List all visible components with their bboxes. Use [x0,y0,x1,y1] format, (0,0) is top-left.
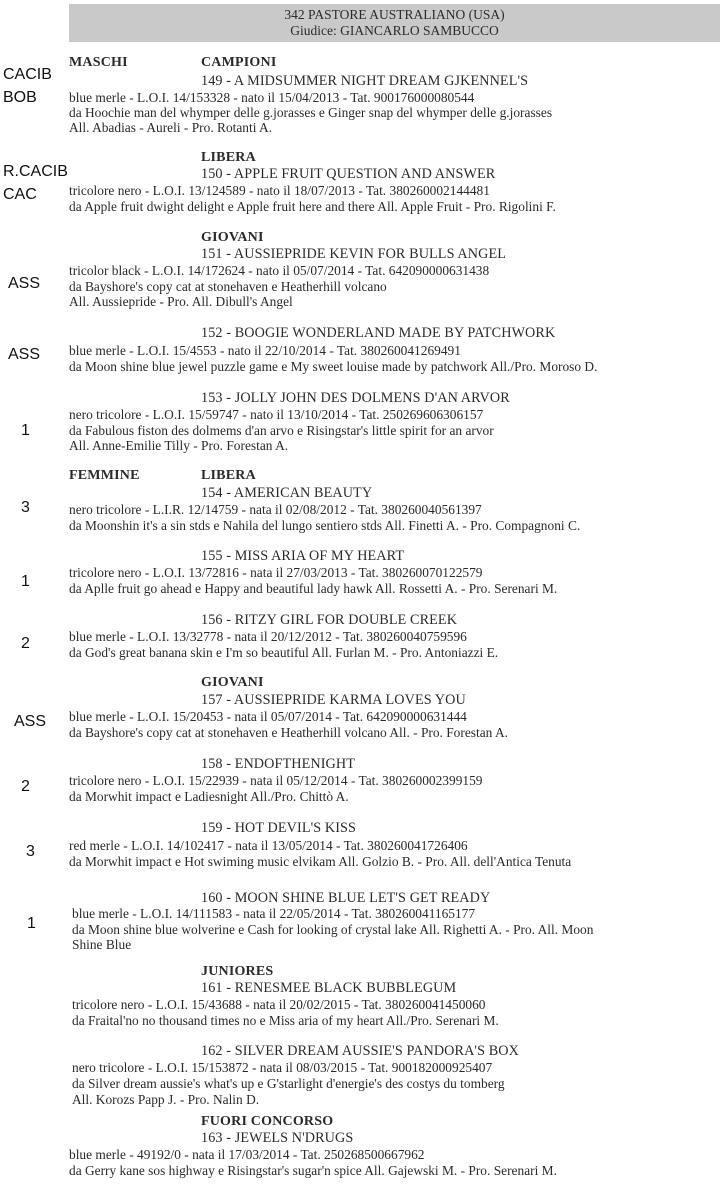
entry-line: da Morwhit impact e Ladiesnight All./Pro. Chittò A. [69,789,349,804]
entry-line: da Bayshore's copy cat at stonehaven e Heatherhill volcano All. - Pro. Forestan A. [69,725,508,740]
entry-title: 163 - JEWELS N'DRUGS [201,1130,354,1146]
entry-line: All. Anne-Emilie Tilly - Pro. Forestan A. [69,438,289,453]
judge-line: Giudice: GIANCARLO SAMBUCCO [290,23,499,38]
entry-line: da Moon shine blue jewel puzzle game e My sweet louise made by patchwork All./Pro. Moroso D. [69,359,598,374]
award-label: ASS [14,713,47,730]
entry-details: tricolore nero - L.O.I. 15/43688 - nata il 20/02/2015 - Tat. 380260041450060 [72,997,486,1012]
entry-details: tricolore nero - L.O.I. 13/124589 - nato il 18/07/2013 - Tat. 380260002144481 [69,183,490,198]
award-label: CACIB [3,66,52,83]
award-label: 2 [21,635,30,652]
entry-title: 149 - A MIDSUMMER NIGHT DREAM GJKENNEL'S [201,73,529,89]
entry-line: All. Abadias - Aureli - Pro. Rotanti A. [69,120,273,135]
section-giovani-femmine: GIOVANI [201,675,264,690]
entry-title: 156 - RITZY GIRL FOR DOUBLE CREEK [201,612,458,628]
section-libera-femmine: LIBERA [201,468,256,483]
entry-details: nero tricolore - L.O.I. 15/59747 - nato il 13/10/2014 - Tat. 250269606306157 [69,407,484,422]
entry-line: All. Korozs Papp J. - Pro. Nalin D. [72,1092,260,1107]
section-giovani-maschi: GIOVANI [201,230,264,245]
entry-line: da Apple fruit dwight delight e Apple fruit here and there All. Apple Fruit - Pro. Rigolini F. [69,199,556,214]
section-campioni: CAMPIONI [201,55,277,70]
award-label: 1 [27,915,36,932]
entry-title: 158 - ENDOFTHENIGHT [201,756,355,772]
entry-details: red merle - L.O.I. 14/102417 - nata il 13/05/2014 - Tat. 380260041726406 [69,838,468,853]
breed-heading: 342 PASTORE AUSTRALIANO (USA) [284,7,505,22]
entry-title: 150 - APPLE FRUIT QUESTION AND ANSWER [201,166,496,182]
entry-line: da Silver dream aussie's what's up e G'starlight d'energie's des costys du tomberg [72,1076,505,1091]
entry-line: da Gerry kane sos highway e Risingstar's sugar'n spice All. Gajewski M. - Pro. Serenari M. [69,1163,557,1178]
entry-details: blue merle - L.O.I. 15/20453 - nata il 05/07/2014 - Tat. 642090000631444 [69,709,467,724]
entry-title: 152 - BOOGIE WONDERLAND MADE BY PATCHWORK [201,325,556,341]
section-fuori-concorso: FUORI CONCORSO [201,1114,334,1129]
entry-title: 160 - MOON SHINE BLUE LET'S GET READY [201,890,491,906]
entry-line: da God's great banana skin e I'm so beautiful All. Furlan M. - Pro. Antoniazzi E. [69,645,499,660]
entry-title: 159 - HOT DEVIL'S KISS [201,820,357,836]
entry-line: da Fabulous fiston des dolmems d'an arvo e Risingstar's little spirit for an arvor [69,423,494,438]
entry-details: tricolore nero - L.O.I. 13/72816 - nata il 27/03/2013 - Tat. 380260070122579 [69,565,483,580]
catalog-header [69,4,720,42]
award-label: 1 [21,573,30,590]
award-label: BOB [3,89,37,106]
entry-line: da Moonshin it's a sin stds e Nahila del lungo sentiero stds All. Finetti A. - Pro. Compagnoni C. [69,518,581,533]
award-label: CAC [3,186,37,203]
entry-title: 151 - AUSSIEPRIDE KEVIN FOR BULLS ANGEL [201,246,507,262]
entry-details: blue merle - L.O.I. 14/111583 - nata il 22/05/2014 - Tat. 380260041165177 [72,906,476,921]
entry-title: 157 - AUSSIEPRIDE KARMA LOVES YOU [201,692,466,708]
entry-details: nero tricolore - L.O.I. 15/153872 - nata il 08/03/2015 - Tat. 900182000925407 [72,1060,493,1075]
entry-details: tricolor black - L.O.I. 14/172624 - nato il 05/07/2014 - Tat. 642090000631438 [69,263,490,278]
entry-line: da Hoochie man del whymper delle g.jorasses e Ginger snap del whymper delle g.jorasses [69,105,553,120]
award-label: 2 [21,778,30,795]
section-femmine: FEMMINE [69,468,140,483]
award-label: R.CACIB [3,163,68,180]
entry-line: da Morwhit impact e Hot swiming music elvikam All. Golzio B. - Pro. All. dell'Antica Tenuta [69,854,572,869]
entry-line: da Fraital'no no thousand times no e Miss aria of my heart All./Pro. Serenari M. [72,1013,499,1028]
entry-title: 154 - AMERICAN BEAUTY [201,485,373,501]
entry-line: da Moon shine blue wolverine e Cash for looking of crystal lake All. Righetti A. - Pro. All. Moon [72,922,594,937]
award-label: 3 [21,499,30,516]
section-juniores: JUNIORES [201,964,274,979]
entry-details: tricolore nero - L.O.I. 15/22939 - nata il 05/12/2014 - Tat. 380260002399159 [69,773,483,788]
entry-title: 153 - JOLLY JOHN DES DOLMENS D'AN ARVOR [201,390,510,406]
entry-details: blue merle - L.O.I. 14/153328 - nato il 15/04/2013 - Tat. 900176000080544 [69,90,475,105]
section-libera-maschi: LIBERA [201,150,256,165]
entry-details: nero tricolore - L.I.R. 12/14759 - nata il 02/08/2012 - Tat. 380260040561397 [69,502,482,517]
entry-title: 161 - RENESMEE BLACK BUBBLEGUM [201,980,457,996]
entry-line: da Bayshore's copy cat at stonehaven e Heatherhill volcano [69,279,387,294]
award-label: ASS [8,275,41,292]
entry-title: 162 - SILVER DREAM AUSSIE'S PANDORA'S BOX [201,1043,519,1059]
award-label: ASS [8,346,41,363]
entry-details: blue merle - L.O.I. 13/32778 - nata il 20/12/2012 - Tat. 380260040759596 [69,629,467,644]
section-maschi: MASCHI [69,55,128,70]
award-label: 3 [26,843,35,860]
entry-details: blue merle - L.O.I. 15/4553 - nato il 22/10/2014 - Tat. 380260041269491 [69,343,461,358]
entry-line: Shine Blue [72,937,132,952]
entry-line: da Aplle fruit go ahead e Happy and beautiful lady hawk All. Rossetti A. - Pro. Serenari M. [69,581,558,596]
entry-details: blue merle - 49192/0 - nata il 17/03/2014 - Tat. 250268500667962 [69,1147,425,1162]
award-label: 1 [21,422,30,439]
entry-title: 155 - MISS ARIA OF MY HEART [201,548,405,564]
entry-line: All. Aussiepride - Pro. All. Dibull's Angel [69,294,293,309]
